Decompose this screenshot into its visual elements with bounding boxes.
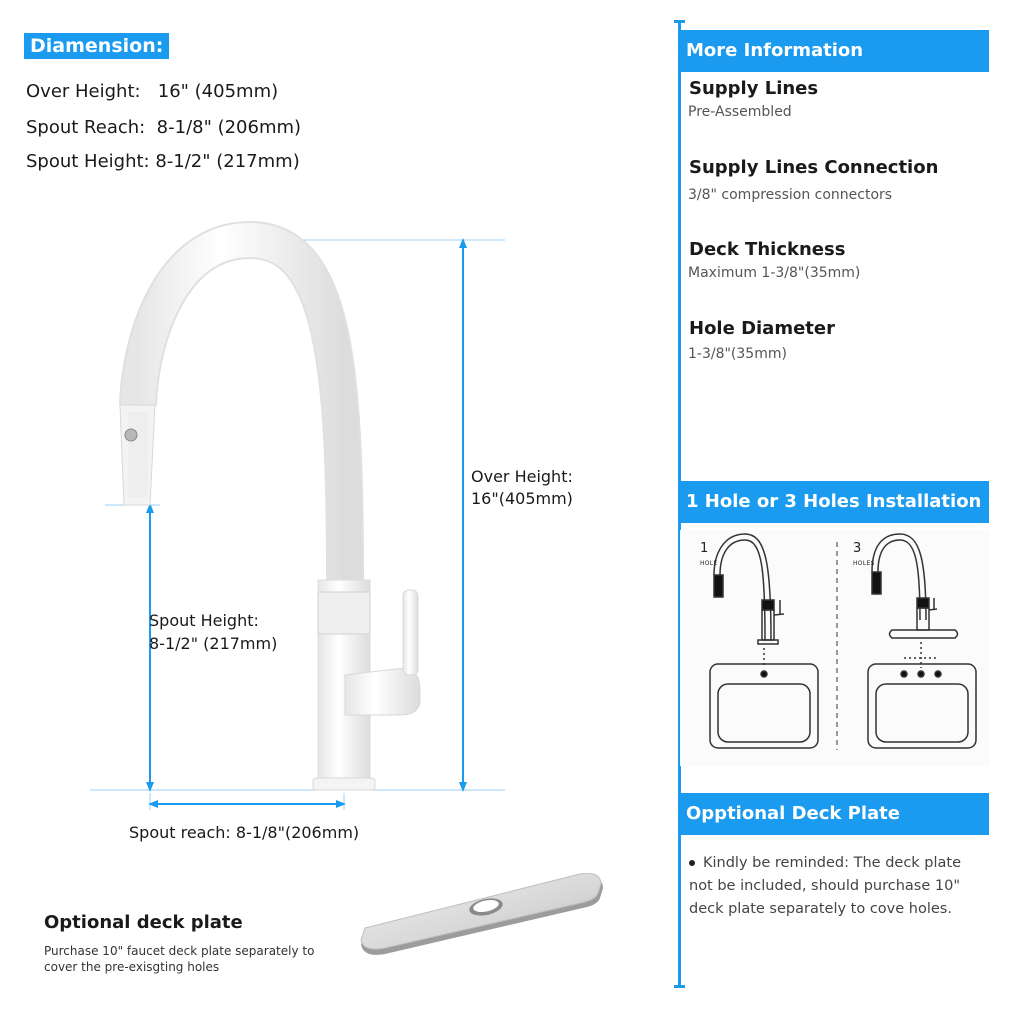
optional-plate-description: Purchase 10" faucet deck plate separately to cover the pre-exisgting holes [44,944,315,974]
over-height-value: 16"(405mm) [471,489,573,508]
faucet-spout [138,240,345,580]
deck-plate-heading: Opptional Deck Plate [680,793,989,835]
one-hole-number: 1 [700,541,709,556]
spout-reach-spec: Spout Reach: 8-1/8" (206mm) [26,117,302,138]
optional-plate-title: Optional deck plate [44,912,243,933]
deck-thickness-value: Maximum 1-3/8"(35mm) [688,265,861,281]
spout-height-value: 8-1/2" (217mm) [149,634,278,653]
three-holes-number: 3 [853,541,862,556]
supply-lines-value: Pre-Assembled [688,104,792,120]
hole-diameter-title: Hole Diameter [689,318,835,339]
deck-thickness-title: Deck Thickness [689,239,846,260]
hole-diameter-value: 1-3/8"(35mm) [688,346,787,362]
installation-drawings [680,530,989,766]
deck-plate-image [355,870,615,960]
three-holes-faucet [872,534,958,638]
divider-bottom-cap [674,985,685,988]
three-holes-label: HOLES [853,560,875,567]
supply-connection-value: 3/8" compression connectors [688,187,893,203]
faucet-base [313,778,375,790]
deck-plate-note-text: Kindly be reminded: The deck plate not be included, should purchase 10" deck plate separately to cove holes. [689,855,962,917]
three-holes-sink [868,642,976,748]
supply-connection-title: Supply Lines Connection [689,157,939,178]
installation-heading: 1 Hole or 3 Holes Installation [680,481,989,523]
bullet-icon [689,860,695,866]
spout-height-label: Spout Height: [149,611,259,630]
faucet-dimension-drawing [0,220,660,840]
more-info-heading: More Information [680,30,989,72]
divider-top-cap [674,20,685,23]
faucet-handle-lever [403,590,418,675]
one-hole-label: HOLE [700,560,718,567]
supply-lines-title: Supply Lines [689,78,819,99]
dimension-tag: Diamension: [24,33,169,59]
spray-button [125,429,137,441]
over-height-spec: Over Height: 16" (405mm) [26,81,279,102]
spout-height-spec: Spout Height: 8-1/2" (217mm) [26,151,300,172]
one-hole-sink [710,648,818,748]
over-height-label: Over Height: [471,467,573,486]
spout-reach-label: Spout reach: 8-1/8"(206mm) [129,823,360,842]
one-hole-faucet [714,534,784,644]
knurled-collar [318,592,370,634]
deck-plate-note [689,852,979,921]
